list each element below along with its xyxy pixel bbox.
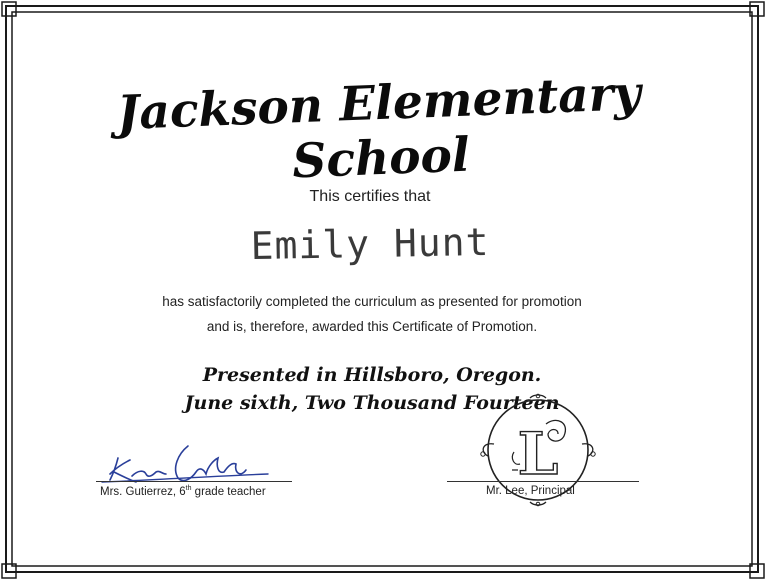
teacher-label-prefix: Mrs. Gutierrez, 6 <box>100 485 186 498</box>
seal-monogram: L <box>517 420 559 488</box>
school-name-title: Jackson Elementary School <box>116 65 642 190</box>
presented-date: June sixth, Two Thousand Fourteen <box>184 392 560 414</box>
principal-signature-label: Mr. Lee, Principal <box>486 485 575 497</box>
body-text-line-1: has satisfactorily completed the curriculum as presented for promotion <box>162 294 582 309</box>
teacher-signature-label <box>100 485 266 498</box>
presented-location: Presented in Hillsboro, Oregon. <box>202 364 542 386</box>
body-text-line-2: and is, therefore, awarded this Certificate of Promotion. <box>206 319 538 334</box>
principal-signature-line <box>447 481 639 482</box>
teacher-label-ordinal: th <box>185 485 192 492</box>
certifies-text: This certifies that <box>309 188 431 205</box>
teacher-signature <box>96 436 276 492</box>
teacher-signature-line <box>96 481 292 482</box>
recipient-name: Emily Hunt <box>250 219 490 269</box>
teacher-label-suffix: grade teacher <box>191 485 266 498</box>
